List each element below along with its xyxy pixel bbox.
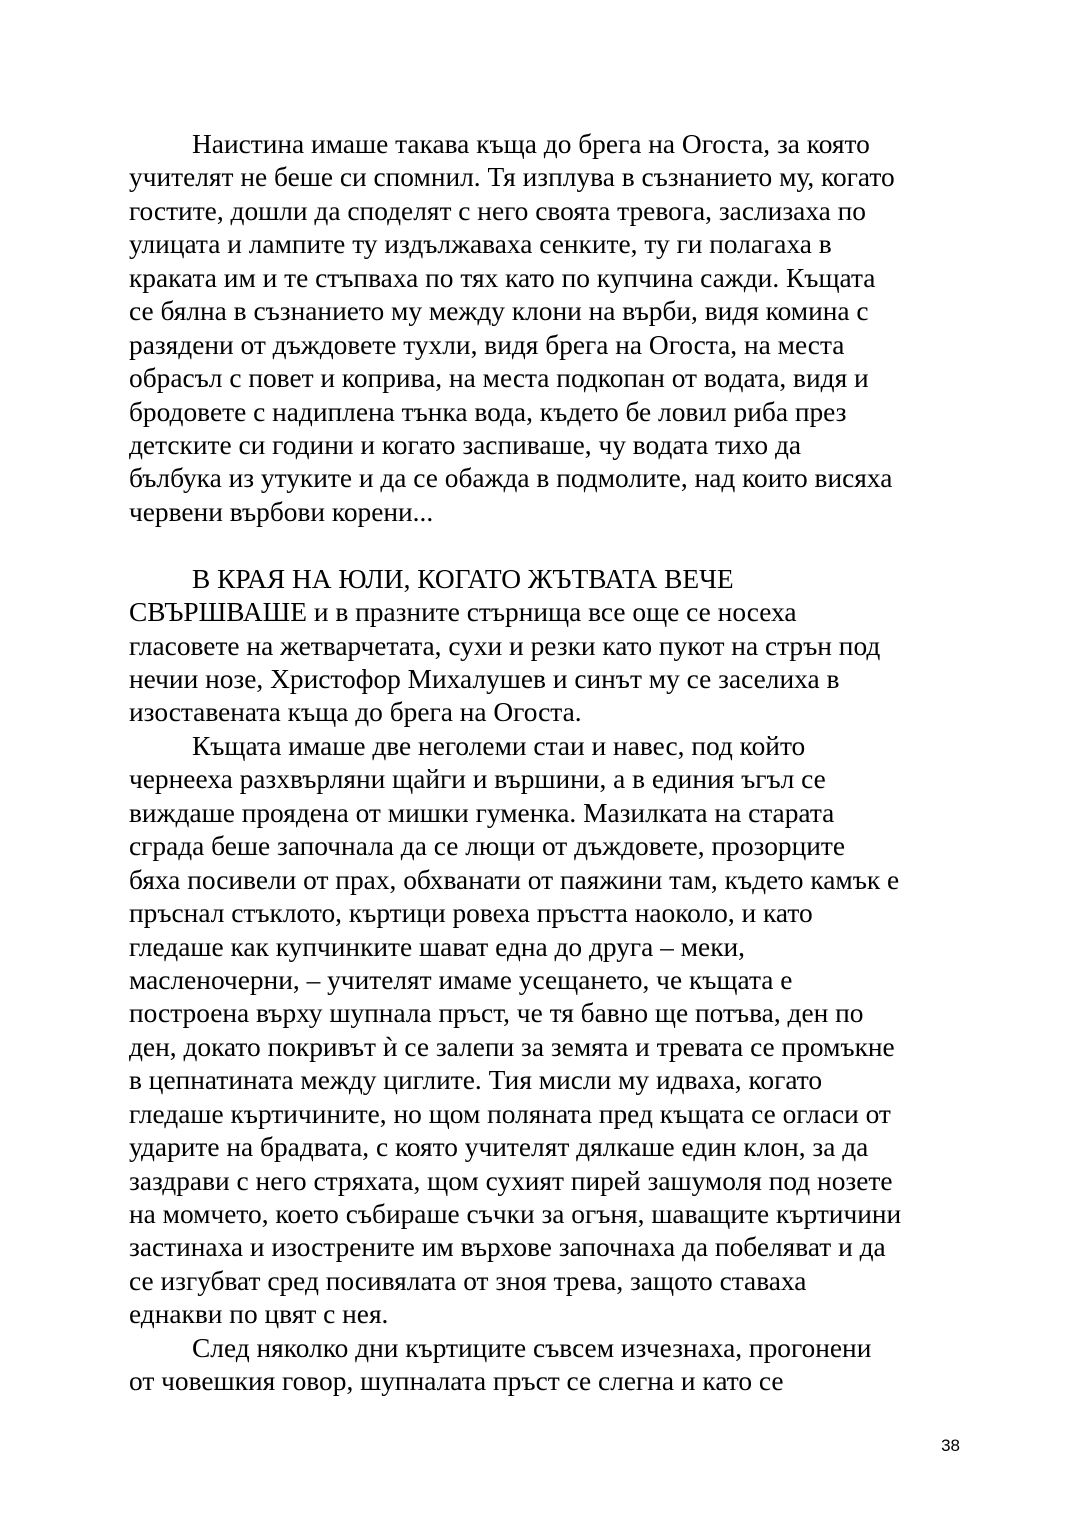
paragraph-1 (129, 128, 959, 529)
paragraph-4 (129, 1332, 959, 1399)
text-line: гледаше как купчинките шават една до друга – меки, (129, 931, 746, 962)
text-line: виждаше проядена от мишки гуменка. Мазилката на старата (129, 797, 835, 828)
page-number: 38 (941, 1436, 960, 1455)
paragraph-3 (129, 730, 959, 1332)
text-line: масленочерни, – учителят имаме усещането, че къщата е (129, 964, 793, 995)
text-line: се изгубват сред посивялата от зноя трева, защото ставаха (129, 1265, 807, 1296)
text-line: обрасъл с повет и коприва, на места подкопан от водата, видя и (129, 363, 869, 394)
paragraph-2 (129, 563, 959, 730)
text-line: СВЪРШВАШЕ и в празните стърнища все още се носеха (129, 597, 797, 628)
text-line: ден, докато покривът ѝ се залепи за земята и тревата се промъкне (129, 1031, 895, 1062)
text-line: гостите, дошли да споделят с него своята тревога, заслизаха по (129, 195, 866, 226)
text-line: заздрави с него стряхата, щом сухият пирей зашумоля под нозете (129, 1165, 893, 1196)
text-line: След няколко дни къртиците съвсем изчезнаха, прогонени (192, 1332, 872, 1363)
text-line: гледаше къртичините, но щом поляната пред къщата се огласи от (129, 1098, 891, 1129)
text-line: червени върбови корени... (129, 496, 434, 527)
body-text (129, 128, 959, 1399)
text-line: построена върху шупнала пръст, че тя бавно ще потъва, ден по (129, 998, 864, 1029)
text-line: изоставената къща до брега на Огоста. (129, 697, 582, 728)
text-line: застинаха и изострените им върхове започнаха да побеляват и да (129, 1232, 886, 1263)
text-line: бяха посивели от прах, обхванати от паяжини там, където камък е (129, 864, 900, 895)
text-line: се бялна в съзнанието му между клони на върби, видя комина с (129, 296, 869, 327)
text-line: в цепнатината между циглите. Тия мисли му идваха, когато (129, 1065, 823, 1096)
text-line: детските си години и когато заспиваше, чу водата тихо да (129, 429, 802, 460)
text-line: на момчето, което събираше съчки за огъня, шаващите къртичини (129, 1199, 902, 1229)
text-line: бродовете с надиплена тънка вода, където бе ловил риба през (129, 396, 847, 427)
text-line: учителят не беше си спомнил. Тя изплува в съзнанието му, когато (129, 162, 895, 193)
text-line: сграда беше започнала да се лющи от дъждовете, прозорците (129, 831, 846, 862)
text-line: еднакви по цвят с нея. (129, 1299, 389, 1330)
text-line: гласовете на жетварчетата, сухи и резки като пукот на стрън под (129, 630, 881, 661)
text-line: нечии нозе, Христофор Михалушев и синът му се заселиха в (129, 664, 840, 694)
text-line: от човешкия говор, шупналата пръст се слегна и като се (129, 1366, 784, 1397)
text-line: ударите на брадвата, с която учителят дялкаше един клон, за да (129, 1132, 869, 1163)
text-line: Къщата имаше две неголеми стаи и навес, под който (192, 730, 806, 761)
text-line: чернееха разхвърляни щайги и вършини, а в единия ъгъл се (129, 764, 826, 795)
text-line: разядени от дъждовете тухли, видя брега на Огоста, на места (129, 329, 845, 360)
text-line: пръснал стъклото, къртици ровеха пръстта наоколо, и като (129, 898, 813, 929)
text-line: краката им и те стъпваха по тях като по купчина сажди. Къщата (129, 262, 876, 293)
section-gap (129, 529, 959, 562)
section-opening-line: В КРАЯ НА ЮЛИ, КОГАТО ЖЪТВАТА ВЕЧЕ (192, 563, 734, 594)
text-line: Наистина имаше такава къща до брега на Огоста, за която (192, 129, 870, 159)
text-line: улицата и лампите ту издължаваха сенките, ту ги полагаха в (129, 229, 832, 260)
text-line: бълбука из утуките и да се обажда в подмолите, над които висяха (129, 463, 893, 494)
